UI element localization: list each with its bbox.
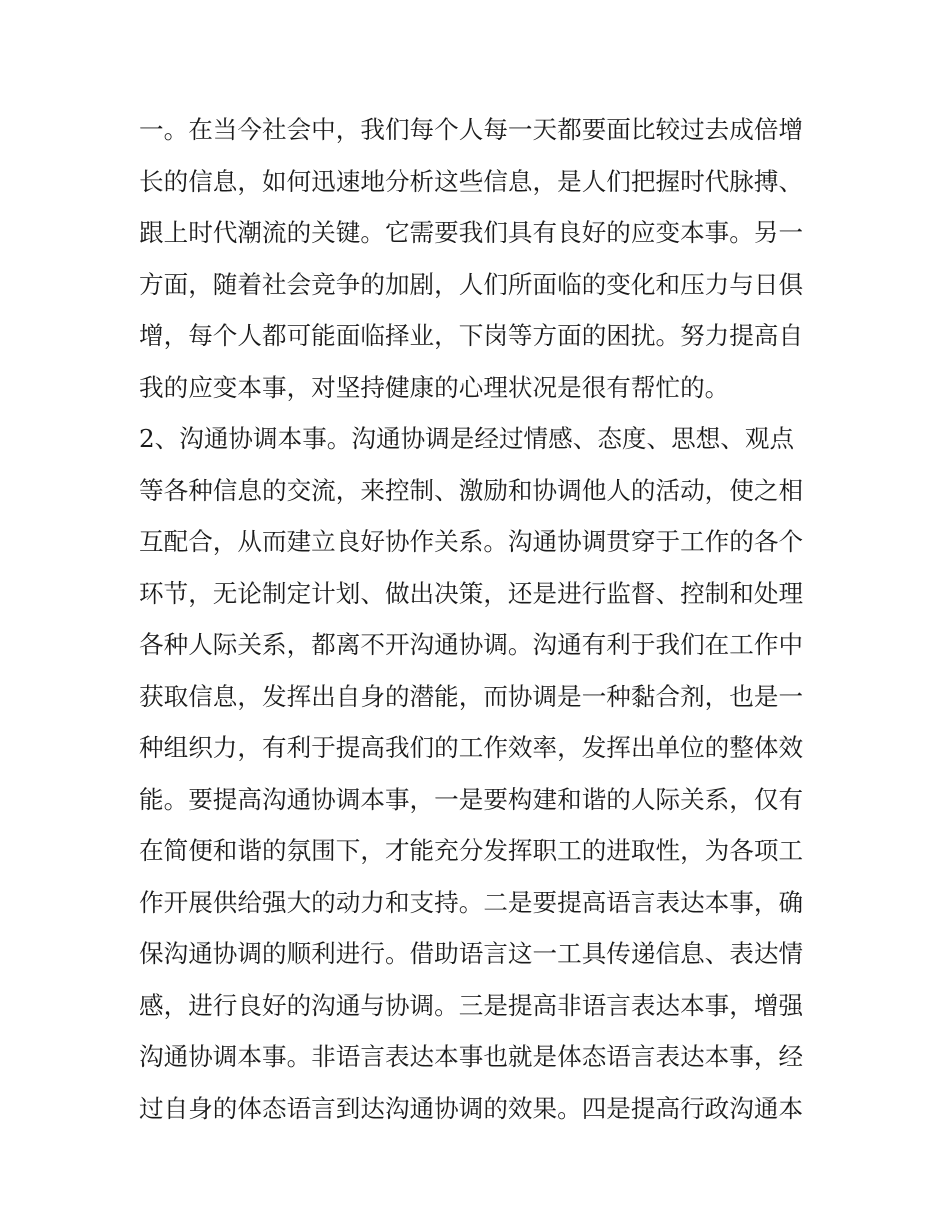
- text-line: 在简便和谐的氛围下，才能充分发挥职工的进取性，为各项工: [139, 836, 804, 865]
- text-line: 我的应变本事，对坚持健康的心理状况是很有帮忙的。: [139, 372, 730, 402]
- text-line: 种组织力，有利于提高我们的工作效率，发挥出单位的整体效: [139, 733, 804, 762]
- text-line: 各种人际关系，都离不开沟通协调。沟通有利于我们在工作中: [139, 630, 804, 659]
- text-line: 作开展供给强大的动力和支持。二是要提高语言表达本事，确: [139, 887, 804, 917]
- text-line: 长的信息，如何迅速地分析这些信息，是人们把握时代脉搏、: [139, 166, 804, 196]
- text-line: 获取信息，发挥出自身的潜能，而协调是一种黏合剂，也是一: [139, 681, 804, 711]
- text-line: 沟通协调本事。非语言表达本事也就是体态语言表达本事，经: [139, 1042, 804, 1071]
- text-line: 跟上时代潮流的关键。它需要我们具有良好的应变本事。另一: [139, 218, 804, 247]
- text-line: 环节，无论制定计划、做出决策，还是进行监督、控制和处理: [139, 578, 804, 608]
- text-line: 增，每个人都可能面临择业，下岗等方面的困扰。努力提高自: [139, 321, 804, 350]
- text-line: 一。在当今社会中，我们每个人每一天都要面比较过去成倍增: [139, 115, 804, 144]
- text-line: 感，进行良好的沟通与协调。三是提高非语言表达本事，增强: [139, 990, 804, 1020]
- text-line: 保沟通协调的顺利进行。借助语言这一工具传递信息、表达情: [139, 939, 804, 968]
- body-text: [139, 104, 819, 1134]
- text-line: 等各种信息的交流，来控制、激励和协调他人的活动，使之相: [139, 475, 804, 505]
- text-line: 互配合，从而建立良好协作关系。沟通协调贯穿于工作的各个: [139, 527, 804, 556]
- text-line: 能。要提高沟通协调本事，一是要构建和谐的人际关系，仅有: [139, 784, 804, 814]
- text-line: 方面，随着社会竞争的加剧，人们所面临的变化和压力与日俱: [139, 269, 804, 299]
- text-line: 过自身的体态语言到达沟通协调的效果。四是提高行政沟通本: [139, 1093, 804, 1123]
- text-line: 2、沟通协调本事。沟通协调是经过情感、态度、思想、观点: [139, 424, 795, 453]
